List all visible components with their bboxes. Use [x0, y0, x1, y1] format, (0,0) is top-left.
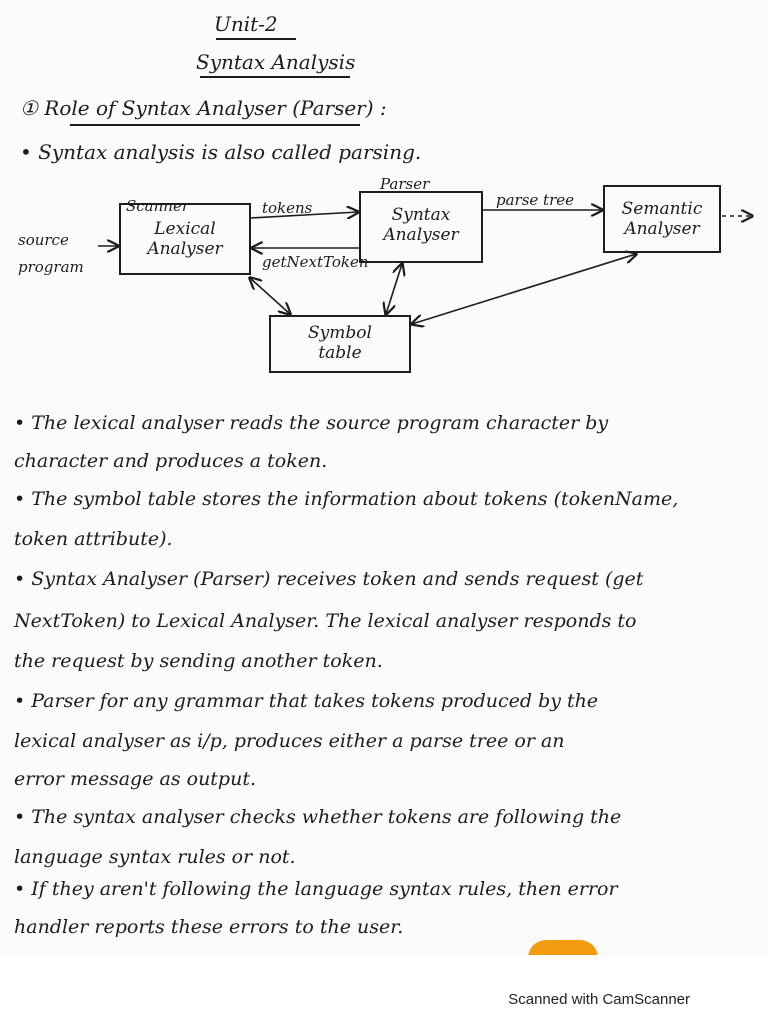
lexical-line2: Analyser — [147, 238, 223, 259]
symbol-line2: table — [318, 342, 362, 363]
section-heading: ① Role of Syntax Analyser (Parser) : — [20, 96, 387, 120]
note-line: NextToken) to Lexical Analyser. The lexical analyser responds to — [14, 610, 637, 632]
syntax-line1: Syntax — [391, 205, 451, 225]
note-line: • The symbol table stores the information about tokens (tokenName, — [14, 488, 679, 510]
parser-label: Parser — [380, 175, 430, 193]
parse-tree-label: parse tree — [496, 191, 575, 209]
source-label-line2: program — [18, 257, 84, 276]
symbol-table-text — [280, 324, 400, 363]
intro-line: • Syntax analysis is also called parsing. — [20, 140, 422, 164]
note-line: character and produces a token. — [14, 450, 328, 472]
note-line: handler reports these errors to the user. — [14, 916, 404, 938]
semantic-line2: Analyser — [624, 218, 700, 239]
syntax-line2: Analyser — [383, 224, 459, 245]
note-line: the request by sending another token. — [14, 650, 383, 672]
note-line: • The syntax analyser checks whether tokens are following the — [14, 806, 622, 828]
note-line: lexical analyser as i/p, produces either a parse tree or an — [14, 730, 565, 752]
get-next-token-label: getNextToken — [262, 253, 369, 271]
scanner-label: Scanner — [126, 197, 189, 215]
note-line: • Parser for any grammar that takes tokens produced by the — [14, 690, 599, 712]
source-program-label — [18, 232, 84, 275]
symbol-line1: Symbol — [308, 323, 372, 343]
semantic-line1: Semantic — [621, 199, 703, 219]
note-line: token attribute). — [14, 528, 173, 550]
parser-diagram — [0, 170, 768, 390]
unit-underline — [216, 38, 296, 40]
syntax-analyser-text — [366, 206, 476, 245]
note-line: • The lexical analyser reads the source program character by — [14, 412, 609, 434]
unit-title: Unit-2 — [214, 12, 278, 36]
lexical-line1: Lexical — [154, 219, 216, 239]
note-line: • Syntax Analyser (Parser) receives token and sends request (get — [14, 568, 644, 590]
topic-underline — [200, 76, 350, 78]
tokens-label: tokens — [262, 199, 313, 217]
note-line: • If they aren't following the language syntax rules, then error — [14, 878, 618, 900]
scanner-footer — [0, 955, 768, 1024]
source-label-line1: source — [18, 231, 69, 249]
topic-title: Syntax Analysis — [196, 50, 356, 74]
note-line: language syntax rules or not. — [14, 846, 296, 868]
camscanner-watermark: Scanned with CamScanner — [508, 991, 690, 1008]
semantic-analyser-text — [608, 200, 716, 239]
heading-underline — [70, 124, 360, 126]
lexical-analyser-text — [130, 220, 240, 259]
note-line: error message as output. — [14, 768, 257, 790]
